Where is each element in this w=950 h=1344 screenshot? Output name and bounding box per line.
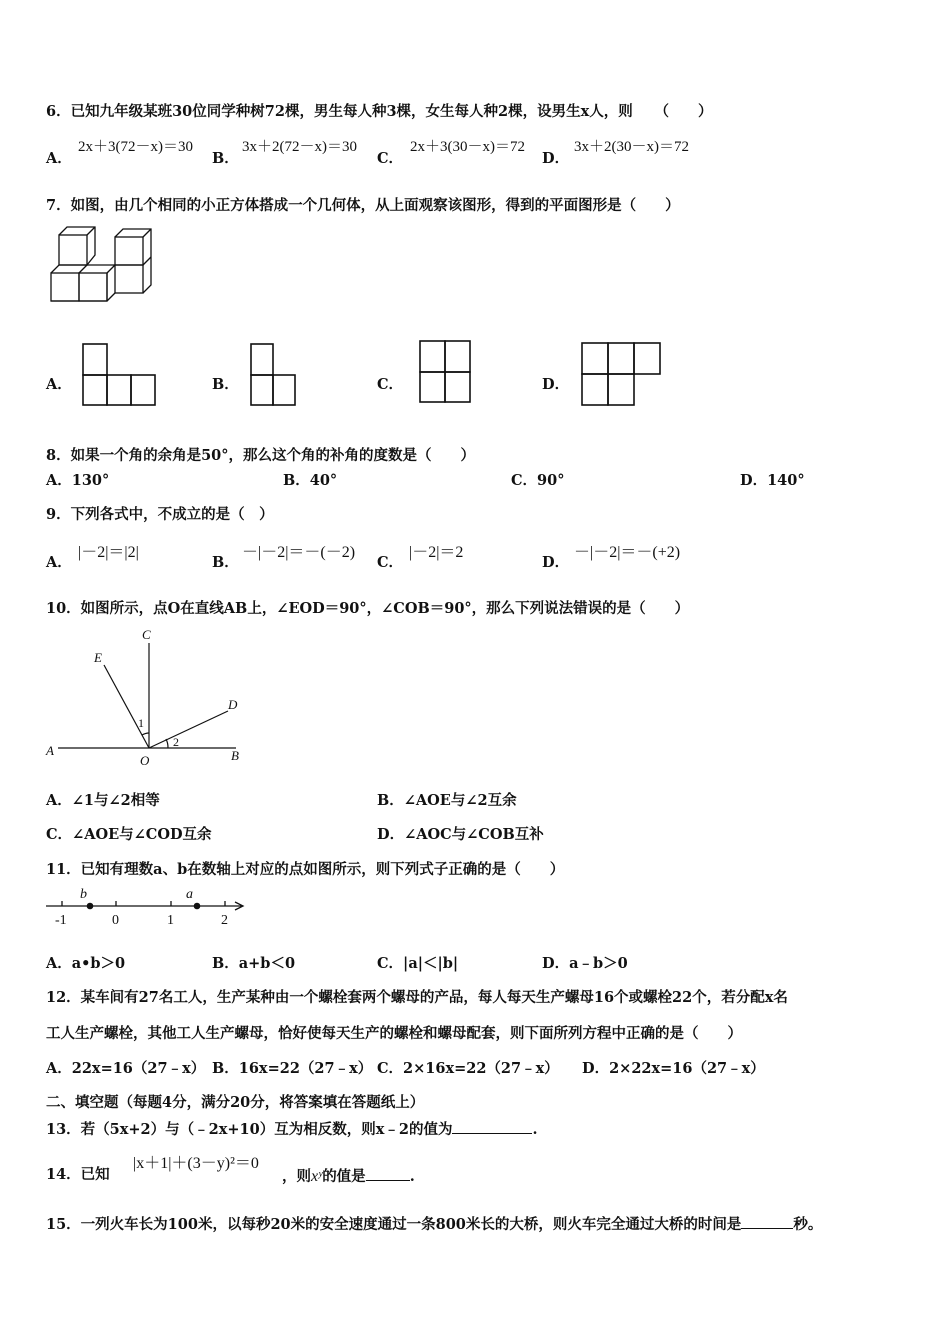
q9-option-d-expr: －|－2|＝－(+2): [574, 544, 681, 561]
q7-option-a-label: A．: [46, 376, 72, 393]
q7-option-c-label: C．: [377, 376, 404, 393]
q11-option-a: A．a•b＞0: [46, 955, 126, 972]
q10-option-d: D．∠AOC与∠COB互补: [377, 826, 544, 843]
q10-option-a: A．∠1与∠2相等: [46, 792, 160, 809]
q6-option-d-expr: 3x＋2(30－x)＝72: [574, 139, 689, 155]
q7-option-d-figure: [581, 342, 663, 408]
q13: [46, 1119, 538, 1139]
q9-option-a-expr: |－2|＝|2|: [78, 544, 139, 561]
q9-option-a-label: A．: [46, 554, 72, 571]
q9-option-c-expr: |－2|＝2: [409, 544, 464, 561]
q12-line1: 12．某车间有27名工人，生产某种由一个螺栓套两个螺母的产品，每人每天生产螺母16个或螺栓22个，若分配x名: [46, 989, 788, 1006]
q6-option-c-label: C．: [377, 150, 404, 167]
q11-option-d: D．a﹣b＞0: [542, 955, 628, 972]
q9-option-b-label: B．: [212, 554, 239, 571]
q10-label-e: E: [94, 650, 102, 665]
q11-number-line: [44, 886, 250, 930]
q6-stem: 6．已知九年级某班30位同学种树72棵，男生每人种3棵，女生每人种2棵，设男生x人，则 （ ）: [46, 103, 713, 120]
q8-stem: 8．如果一个角的余角是50°，那么这个角的补角的度数是（ ）: [46, 447, 476, 464]
q10-option-b: B．∠AOE与∠2互余: [377, 792, 517, 809]
q13-text: 13．若（5x+2）与（﹣2x+10）互为相反数，则x﹣2的值为: [46, 1121, 453, 1138]
q11-tick-2: 2: [221, 913, 228, 928]
q8-option-b: B．40°: [283, 472, 338, 489]
q8-option-a: A．130°: [46, 472, 110, 489]
q7-cube-figure: [46, 225, 158, 305]
q9-option-d-label: D．: [542, 554, 570, 571]
q11-tick-neg1: -1: [55, 913, 67, 928]
q10-label-d: D: [228, 697, 238, 712]
q6-option-b-expr: 3x＋2(72－x)＝30: [242, 139, 357, 155]
q14-power: xʸ: [311, 1168, 323, 1185]
q10-label-a: A: [46, 743, 54, 758]
q14-expr: |x＋1|＋(3－y)²＝0: [133, 1155, 259, 1172]
q10-label-o: O: [140, 753, 150, 768]
q10-label-c: C: [142, 627, 151, 642]
q13-answer-blank[interactable]: [452, 1119, 532, 1134]
q10-angle-figure: [40, 625, 250, 770]
q15-end: 秒。: [793, 1216, 823, 1233]
q8-option-d: D．140°: [740, 472, 805, 489]
q7-stem: 7．如图，由几个相同的小正方体搭成一个几何体，从上面观察该图形，得到的平面图形是（ ）: [46, 197, 680, 214]
q7-option-c-figure: [419, 340, 473, 404]
q10-option-c: C．∠AOE与∠COD互余: [46, 826, 212, 843]
q10-stem: 10．如图所示，点O在直线AB上，∠EOD＝90°，∠COB＝90°，那么下列说法错误的是（ ）: [46, 600, 690, 617]
q14-end: .: [409, 1168, 415, 1185]
q15-answer-blank[interactable]: [741, 1214, 793, 1229]
q10-label-1: 1: [138, 716, 144, 730]
q14-answer-blank[interactable]: [366, 1166, 410, 1181]
q12-line2: 工人生产螺栓，其他工人生产螺母，恰好使每天生产的螺栓和螺母配套，则下面所列方程中正确的是（ ）: [46, 1025, 742, 1042]
q11-option-b: B．a+b＜0: [212, 955, 296, 972]
q7-option-b-label: B．: [212, 376, 239, 393]
q14-mid: [282, 1166, 415, 1186]
q14-suffix: 的值是: [322, 1168, 366, 1185]
q11-tick-1: 1: [167, 913, 174, 928]
q11-point-a: a: [186, 887, 193, 902]
q7-option-a-figure: [82, 343, 158, 407]
q10-label-2: 2: [173, 735, 179, 749]
q6-option-a-label: A．: [46, 150, 72, 167]
q7-option-d-label: D．: [542, 376, 570, 393]
q9-option-c-label: C．: [377, 554, 404, 571]
q6-option-a-expr: 2x＋3(72－x)＝30: [78, 139, 193, 155]
q12-option-c: C．2×16x=22（27﹣x）: [377, 1060, 559, 1077]
q15: [46, 1214, 822, 1234]
q15-text: 15．一列火车长为100米，以每秒20米的安全速度通过一条800米长的大桥，则火车完全通过大桥的时间是: [46, 1216, 742, 1233]
q6-option-c-expr: 2x＋3(30－x)＝72: [410, 139, 525, 155]
q12-option-a: A．22x=16（27﹣x）: [46, 1060, 206, 1077]
section-2-heading: 二、填空题（每题4分，满分20分，将答案填在答题纸上）: [46, 1094, 425, 1111]
q12-option-d: D．2×22x=16（27﹣x）: [582, 1060, 765, 1077]
q11-option-c: C．|a|＜|b|: [377, 955, 459, 972]
q11-tick-0: 0: [112, 913, 119, 928]
q8-option-c: C．90°: [511, 472, 565, 489]
q11-point-b: b: [80, 887, 87, 902]
q14-mid-text: ，则: [282, 1168, 311, 1185]
q11-stem: 11．已知有理数a、b在数轴上对应的点如图所示，则下列式子正确的是（ ）: [46, 861, 565, 878]
q6-option-d-label: D．: [542, 150, 570, 167]
q6-option-b-label: B．: [212, 150, 239, 167]
q13-end: .: [532, 1121, 538, 1138]
q9-option-b-expr: －|－2|＝－(－2): [242, 544, 356, 561]
q12-option-b: B．16x=22（27﹣x）: [212, 1060, 373, 1077]
q9-stem: 9．下列各式中，不成立的是（ ）: [46, 506, 274, 523]
q7-option-b-figure: [250, 343, 298, 407]
q14-prefix: 14．已知: [46, 1166, 110, 1183]
q10-label-b: B: [231, 748, 239, 763]
